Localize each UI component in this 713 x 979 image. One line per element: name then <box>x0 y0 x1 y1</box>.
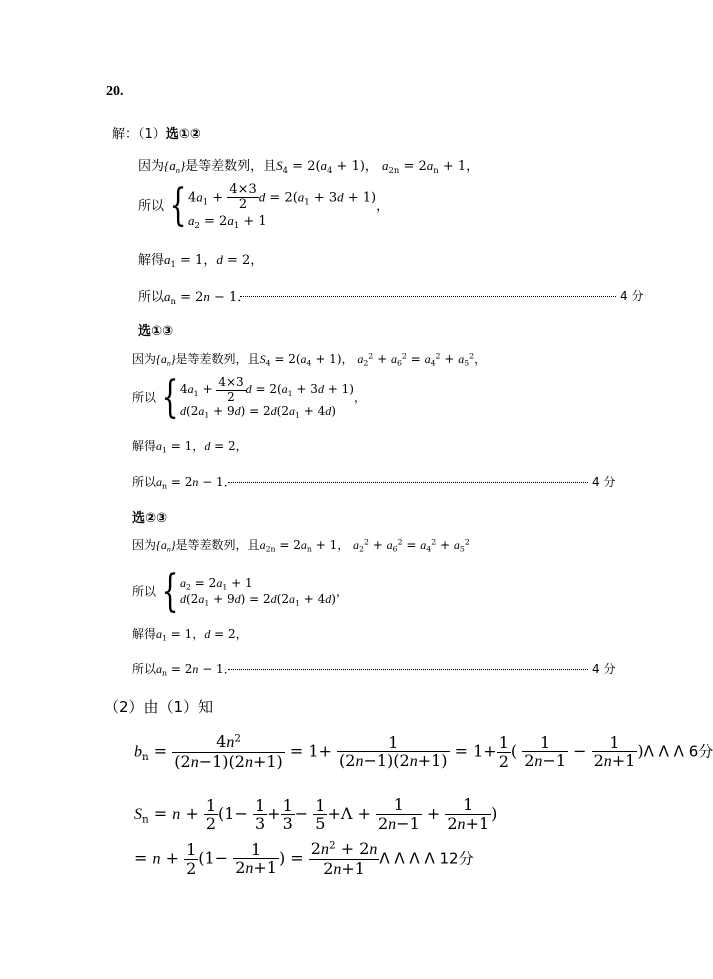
score-12: Λ Λ Λ Λ 12分 <box>379 849 474 868</box>
text-because: 因为 <box>132 352 157 366</box>
block2-line1: 因为$\{a_n\}$是等差数列，且$S_4 = 2(a_4 + 1)$， $a_2^2 + a_6^2 = a_4^2 + a_5^2$， <box>132 351 487 368</box>
block3-line1: 因为$\{a_n\}$是等差数列，且$a_{2n} = 2a_n + 1$， $a_2^2 + a_6^2 = a_4^2 + a_5^2$ <box>132 537 470 554</box>
problem-number: 20. <box>106 84 124 99</box>
text-solve: 解得 <box>132 627 157 641</box>
text-because: 因为 <box>132 538 157 552</box>
text-solve: 解得 <box>132 439 157 453</box>
choice-23-heading: 选②③ <box>132 511 168 526</box>
formula-sn: $S_n = n$ + $\frac{1}{2}$ (1− $\frac{1}{3}$ + $\frac{1}{3}$ − $\frac{1}{5}$ +Λ + $\frac{1}{2n-1}$ + $\frac{1}{2n+1}$ ) <box>134 795 498 834</box>
block2-conclusion: 所以$a_n = 2n - 1$． <box>132 475 236 491</box>
part1-intro: 解：（1） <box>112 127 166 142</box>
text-is-arith: 是等差数列，且 <box>175 538 260 552</box>
text-so: 所以 <box>132 662 157 676</box>
text-so: 所以 <box>132 475 157 489</box>
block3-conclusion: 所以$a_n = 2n - 1$． <box>132 662 236 678</box>
text-solve: 解得 <box>138 253 165 268</box>
choice-13-heading: 选①③ <box>138 324 174 339</box>
dotted-leader <box>228 482 588 483</box>
block3-solve: 解得$a_1 = 1$，d = 2， <box>132 627 248 643</box>
text-so: 所以 <box>132 390 157 405</box>
part1-label <box>112 123 201 142</box>
dotted-leader <box>228 669 588 670</box>
text-is-arith: 是等差数列，且 <box>175 352 260 366</box>
block2-solve: 解得$a_1 = 1$，d = 2， <box>132 439 248 455</box>
block3-system: 所以 { $a_2 = 2a_1 + 1$ $d(2a_1 + 9d) = 2d(2a_1 + 4d)$ ， <box>132 566 348 617</box>
score-4: 4 分 <box>592 662 616 676</box>
part2-intro: （2）由（1）知 <box>104 698 214 716</box>
formula-bn: $b_n$ = $\frac{4n^2}{(2n-1)(2n+1)}$ = 1+ $\frac{1}{(2n-1)(2n+1)}$ = 1+ $\frac{1}{2}$ ( $\frac{1}{2n-1}$ − $\frac{1}{2n+1}$ )Λ Λ Λ 6分 <box>134 732 713 771</box>
score-4: 4 分 <box>592 475 616 489</box>
text-so: 所以 <box>132 584 157 599</box>
block1-solve: 解得$a_1 = 1$，d = 2， <box>138 252 264 269</box>
block1-system: 所以 { $4a_1$ + $\frac{4\times 3}{2}$ $d = 2(a_1 + 3d + 1)$ $a_2 = 2a_1 + 1$ ， <box>138 180 390 232</box>
choice-12-heading: 选①② <box>165 127 201 142</box>
text-so: 所以 <box>138 290 165 305</box>
formula-sn-result: = n + $\frac{1}{2}$ (1− $\frac{1}{2n+1}$ ) = $\frac{2n^2 + 2n}{2n+1}$ Λ Λ Λ Λ 12分 <box>134 839 474 878</box>
block1-line1: 因为$\{a_n\}$是等差数列，且$S_4 = 2(a_4 + 1)$， $a_{2n} = 2a_n + 1$， <box>138 158 480 175</box>
score-6: Λ Λ Λ 6分 <box>643 742 713 761</box>
block1-conclusion: 所以$a_n = 2n - 1$． <box>138 289 251 306</box>
dotted-leader <box>240 296 616 297</box>
text-is-arith: 是等差数列，且 <box>185 159 277 174</box>
block2-system: 所以 { $4a_1$ + $\frac{4\times 3}{2}$ $d = 2(a_1 + 3d + 1)$ $d(2a_1 + 9d) = 2d(2a_1 + 4d)$ ， <box>132 372 366 423</box>
text-so: 所以 <box>138 198 165 214</box>
score-4: 4 分 <box>620 289 644 303</box>
text-because: 因为 <box>138 159 165 174</box>
